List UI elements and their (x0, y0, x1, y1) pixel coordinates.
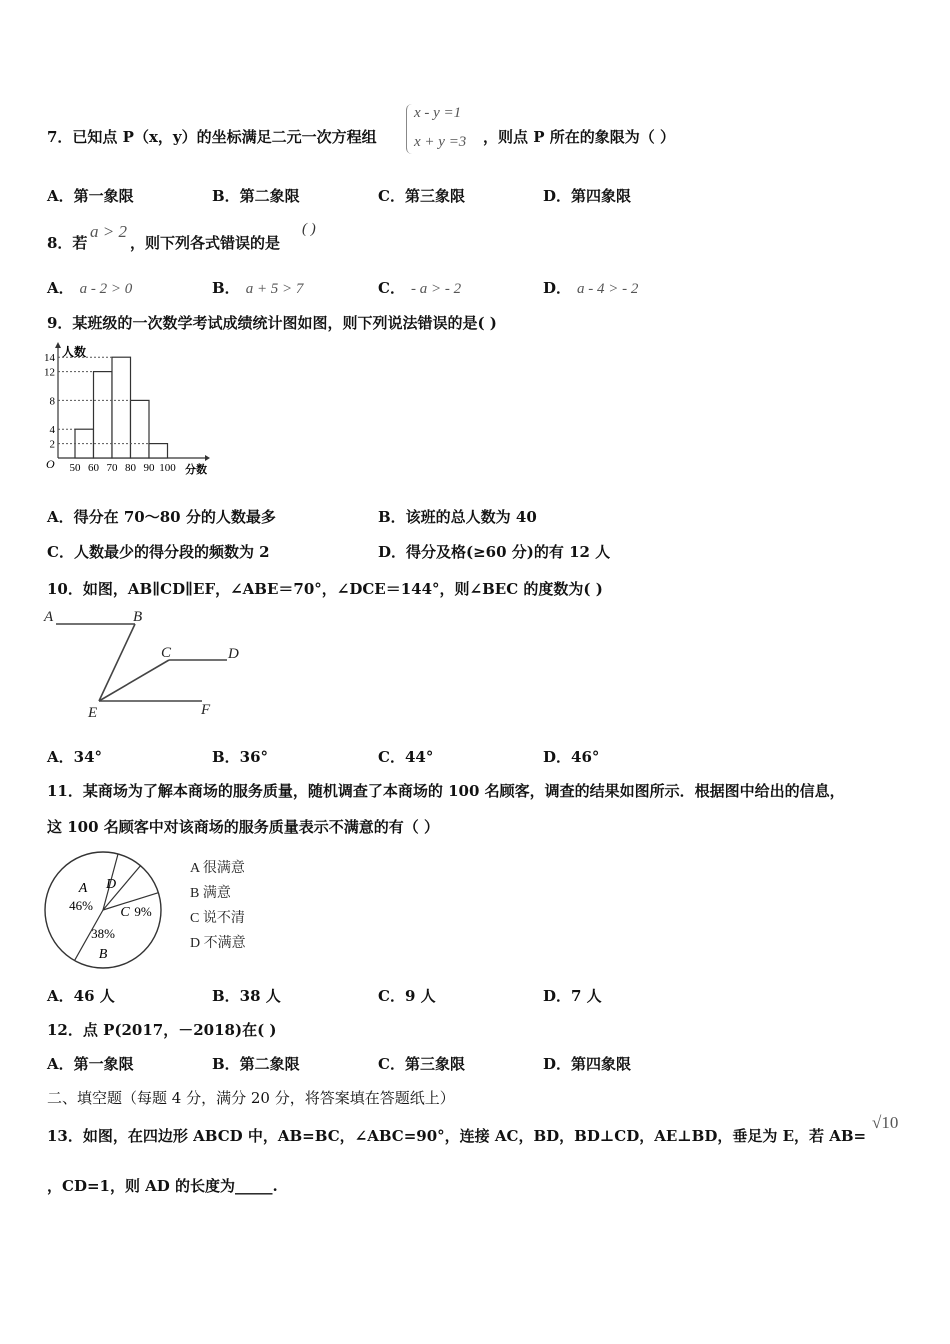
q12-option-a[interactable]: A．第一象限 (47, 1055, 134, 1073)
y-tick-label: 4 (49, 424, 55, 437)
point-label-f: F (201, 702, 211, 718)
q13-text-line2[interactable]: ，CD=1，则 AD 的长度为_____. (47, 1177, 278, 1195)
q7-text-before: 7．已知点 P（x，y）的坐标满足二元一次方程组 (47, 128, 377, 146)
histogram-chart (40, 340, 220, 480)
pie-slice-value-c: 9% (134, 904, 152, 919)
option-label: A． (47, 279, 74, 297)
pie-slice-value-a: 46% (69, 898, 93, 913)
legend-item: C 说不清 (190, 911, 245, 926)
q10-text: 10．如图，AB∥CD∥EF，∠ABE＝70°，∠DCE＝144°，则∠BEC 的度数为( ) (47, 580, 603, 598)
q9-option-d[interactable]: D．得分及格(≥60 分)的有 12 人 (378, 543, 611, 561)
y-tick-label: 8 (49, 395, 55, 408)
q13-sqrt: √10 (872, 1113, 899, 1132)
q11-option-a[interactable]: A．46 人 (47, 987, 115, 1005)
q11-text-line1: 11．某商场为了解本商场的服务质量，随机调查了本商场的 100 名顾客，调查的结果如图所示．根据图中给出的信息， (47, 782, 845, 800)
q10-option-d[interactable]: D．46° (543, 748, 600, 766)
x-axis-arrow (205, 455, 210, 461)
line-ce (99, 660, 169, 701)
equation-brace (406, 104, 413, 154)
option-expr: - a > - 2 (410, 281, 462, 297)
q9-option-a[interactable]: A．得分在 70～80 分的人数最多 (47, 508, 276, 526)
pie-slice-label-a: A (78, 881, 88, 896)
q7-option-b[interactable]: B．第二象限 (212, 187, 300, 205)
q7-text-after: ，则点 P 所在的象限为（ ） (483, 128, 675, 146)
x-axis-label: 分数 (185, 464, 207, 476)
option-label: D． (543, 279, 572, 297)
q9-option-c[interactable]: C．人数最少的得分段的频数为 2 (47, 543, 270, 561)
q8-paren: ( ) (302, 221, 316, 237)
y-tick-label: 12 (44, 366, 55, 379)
pie-slice-label-c: C (120, 905, 130, 920)
point-label-a: A (44, 609, 54, 625)
x-tick-label: 100 (159, 462, 176, 474)
option-expr: a + 5 > 7 (245, 281, 304, 297)
q7-equation-1: x - y =1 (414, 105, 462, 121)
q12-text: 12．点 P(2017，－2018)在( ) (47, 1021, 277, 1039)
x-tick-label: 80 (125, 462, 136, 474)
q11-option-c[interactable]: C．9 人 (378, 987, 436, 1005)
point-label-c: C (161, 645, 172, 661)
q7-option-c[interactable]: C．第三象限 (378, 187, 465, 205)
q8-option-c[interactable] (378, 278, 461, 299)
q8-prefix: 8．若 (47, 234, 88, 252)
x-tick-label: 90 (143, 462, 155, 474)
histogram-bar (94, 372, 113, 458)
histogram-bar (112, 357, 131, 458)
parallel-lines-figure (40, 600, 260, 725)
q8-text: ，则下列各式错误的是 (130, 234, 281, 252)
x-tick-label: 50 (69, 462, 81, 474)
q8-option-a[interactable] (47, 278, 132, 299)
histogram-bar (149, 444, 168, 458)
q7-option-a[interactable]: A．第一象限 (47, 187, 134, 205)
x-tick-label: 70 (106, 462, 118, 474)
y-axis-arrow (55, 342, 61, 348)
point-label-d: D (228, 646, 239, 662)
q11-text-line2: 这 100 名顾客中对该商场的服务质量表示不满意的有（ ） (47, 818, 439, 836)
q9-text: 9．某班级的一次数学考试成绩统计图如图，则下列说法错误的是( ) (47, 314, 497, 332)
x-tick-label: 60 (88, 462, 99, 474)
option-expr: a - 4 > - 2 (577, 281, 639, 297)
q10-option-c[interactable]: C．44° (378, 748, 434, 766)
q11-option-b[interactable]: B．38 人 (212, 987, 281, 1005)
legend-item: A 很满意 (190, 861, 245, 876)
q11-option-d[interactable]: D．7 人 (543, 987, 602, 1005)
point-label-b: B (133, 609, 143, 625)
q9-option-b[interactable]: B．该班的总人数为 40 (378, 508, 537, 526)
q10-option-b[interactable]: B．36° (212, 748, 269, 766)
origin-label: O (46, 457, 55, 471)
q12-option-d[interactable]: D．第四象限 (543, 1055, 632, 1073)
q8-option-d[interactable] (543, 278, 638, 299)
option-expr: a - 2 > 0 (79, 281, 133, 297)
point-label-e: E (88, 705, 98, 721)
q7-option-d[interactable]: D．第四象限 (543, 187, 632, 205)
option-label: C． (378, 279, 405, 297)
q12-option-c[interactable]: C．第三象限 (378, 1055, 465, 1073)
option-label: B． (212, 279, 240, 297)
q13-text-line1: 13．如图，在四边形 ABCD 中，AB=BC，∠ABC=90°，连接 AC，BD，BD⊥CD，AE⊥BD，垂足为 E，若 AB= (47, 1127, 867, 1145)
y-axis-label: 人数 (62, 345, 87, 359)
legend-item: B 满意 (190, 886, 231, 901)
y-tick-label: 2 (49, 438, 55, 451)
pie-slice-label-b: B (98, 947, 108, 962)
q12-option-b[interactable]: B．第二象限 (212, 1055, 300, 1073)
pie-chart (40, 850, 270, 975)
q8-option-b[interactable] (212, 278, 303, 299)
q8-condition: a > 2 (90, 222, 127, 241)
section-2-title: 二、填空题（每题 4 分，满分 20 分，将答案填在答题纸上） (47, 1089, 455, 1107)
pie-slice-label-d: D (105, 877, 117, 892)
q10-option-a[interactable]: A．34° (47, 748, 103, 766)
histogram-bar (131, 400, 150, 458)
pie-slice-value-b: 38% (91, 926, 115, 941)
line-be (99, 624, 135, 701)
y-tick-label: 14 (44, 352, 55, 365)
q7-equation-2: x + y =3 (414, 134, 467, 150)
legend-item: D 不满意 (190, 936, 246, 951)
